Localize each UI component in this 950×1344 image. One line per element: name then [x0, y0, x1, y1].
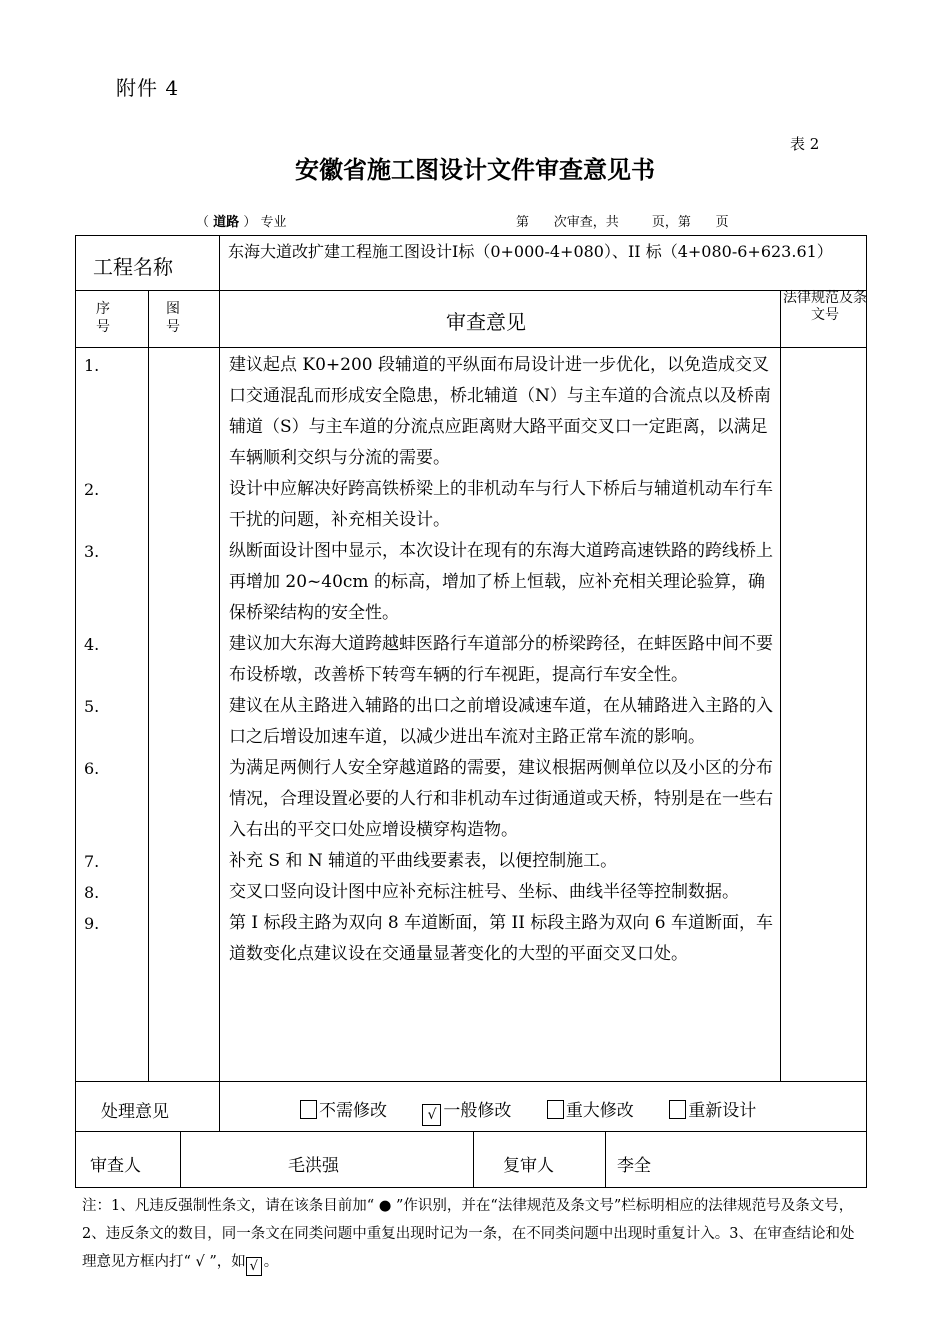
opinion-item — [75, 350, 867, 474]
checkbox-checked[interactable]: √ — [422, 1104, 441, 1126]
project-name-value: 东海大道改扩建工程施工图设计Ⅰ标（0+000-4+080）、II 标（4+080-6+623.61） — [228, 242, 833, 261]
project-name-label: 工程名称 — [93, 255, 173, 279]
reviewer-label: 审查人 — [90, 1156, 141, 1176]
opinion-number: 5. — [84, 697, 100, 716]
opinion-item — [75, 691, 867, 753]
table-divider — [605, 1131, 606, 1188]
opinion-number: 2. — [84, 480, 100, 499]
opinion-list — [75, 350, 867, 1080]
opinion-item — [75, 474, 867, 536]
opinion-number: 4. — [84, 635, 100, 654]
checkbox[interactable] — [547, 1100, 564, 1119]
option-redesign[interactable] — [669, 1101, 756, 1121]
rereviewer-label: 复审人 — [503, 1156, 554, 1176]
opinion-number: 7. — [84, 852, 100, 871]
option-major-change[interactable] — [547, 1101, 634, 1121]
opinion-text: 补充 S 和 N 辅道的平曲线要素表，以便控制施工。 — [229, 851, 618, 871]
opinion-text: 第 I 标段主路为双向 8 车道断面，第 II 标段主路为双向 6 车道断面，车道数变化点建议设在交通量显著变化的大型的平面交叉口处。 — [229, 913, 774, 964]
specialty-prefix: （ — [196, 215, 210, 230]
example-check-box: √ — [246, 1257, 262, 1276]
option-label: 重新设计 — [688, 1101, 757, 1121]
table-number: 表 2 — [790, 135, 820, 153]
processing-options — [300, 1096, 786, 1126]
opinion-item — [75, 629, 867, 691]
opinion-number: 9. — [84, 914, 100, 933]
opinion-text: 纵断面设计图中显示，本次设计在现有的东海大道跨高速铁路的跨线桥上再增加 20~40cm 的标高，增加了桥上恒载，应补充相关理论验算，确保桥梁结构的安全性。 — [229, 541, 773, 623]
opinion-item — [75, 536, 867, 629]
checkbox[interactable] — [669, 1100, 686, 1119]
option-label: 不需修改 — [319, 1101, 387, 1121]
opinion-number: 3. — [84, 542, 100, 561]
specialty-value: 道路 — [213, 215, 240, 230]
checkbox[interactable] — [300, 1100, 317, 1119]
table-divider — [219, 1081, 220, 1131]
table-divider — [180, 1131, 181, 1188]
law-column-header: 法律规范及条文号 — [783, 290, 867, 323]
table-divider — [219, 235, 220, 347]
opinion-item — [75, 908, 867, 970]
option-label: 一般修改 — [443, 1101, 512, 1121]
opinion-item — [75, 846, 867, 877]
figure-column-header: 图号 — [166, 301, 180, 335]
opinion-item — [75, 877, 867, 908]
seq-column-header: 序号 — [96, 301, 110, 335]
option-label: 重大修改 — [565, 1101, 634, 1121]
specialty-line — [196, 211, 286, 230]
opinion-text: 建议加大东海大道跨越蚌医路行车道部分的桥梁跨径，在蚌医路中间不要布设桥墩，改善桥下转弯车辆的行车视距，提高行车安全性。 — [229, 634, 773, 685]
table-divider — [75, 290, 867, 291]
specialty-suffix: ） 专业 — [243, 215, 287, 230]
document-title: 安徽省施工图设计文件审查意见书 — [295, 156, 655, 184]
review-info: 第 次审查，共 页，第 页 — [516, 215, 729, 230]
table-divider — [75, 1081, 867, 1082]
footnote-end: 。 — [263, 1254, 279, 1270]
table-divider — [75, 347, 867, 348]
processing-label: 处理意见 — [101, 1102, 169, 1122]
rereviewer-name: 李全 — [617, 1156, 651, 1176]
opinion-text: 为满足两侧行人安全穿越道路的需要，建议根据两侧单位以及小区的分布情况，合理设置必要的人行和非机动车过街通道或天桥，特别是在一些右入右出的平交口处应增设横穿构造物。 — [229, 758, 773, 840]
opinion-item — [75, 753, 867, 846]
opinion-text: 建议起点 K0+200 段辅道的平纵面布局设计进一步优化，以免造成交叉口交通混乱而形成安全隐患，桥北辅道（N）与主车道的合流点以及桥南辅道（S）与主车道的分流点应距离财大路平面交叉口一定距离，以满足车辆顺利交织与分流的需要。 — [229, 355, 771, 468]
opinion-number: 6. — [84, 759, 100, 778]
opinion-number: 8. — [84, 883, 100, 902]
table-divider — [473, 1131, 474, 1188]
table-divider — [75, 1131, 867, 1132]
footnote — [82, 1192, 867, 1276]
option-general-change[interactable] — [422, 1101, 511, 1121]
reviewer-name: 毛洪强 — [288, 1156, 339, 1176]
opinion-number: 1. — [84, 356, 100, 375]
option-no-change[interactable] — [300, 1101, 387, 1121]
opinion-text: 设计中应解决好跨高铁桥梁上的非机动车与行人下桥后与辅道机动车行车干扰的问题，补充相关设计。 — [229, 479, 773, 530]
attachment-label: 附件 4 — [116, 76, 180, 100]
footnote-text: 注：1、凡违反强制性条文，请在该条目前加“ ● ”作识别，并在“法律规范及条文号”栏标明相应的法律规范号及条文号，2、违反条文的数目，同一条文在同类问题中重复出现时记为一条，在不同类问题中出现时重复计入。3、在审查结论和处理意见方框内打“ √ ”，如 — [82, 1198, 855, 1270]
opinion-column-header: 审查意见 — [446, 310, 526, 334]
opinion-text: 交叉口竖向设计图中应补充标注桩号、坐标、曲线半径等控制数据。 — [229, 882, 739, 902]
opinion-text: 建议在从主路进入辅路的出口之前增设减速车道，在从辅路进入主路的入口之后增设加速车道，以减少进出车流对主路正常车流的影响。 — [229, 696, 773, 747]
